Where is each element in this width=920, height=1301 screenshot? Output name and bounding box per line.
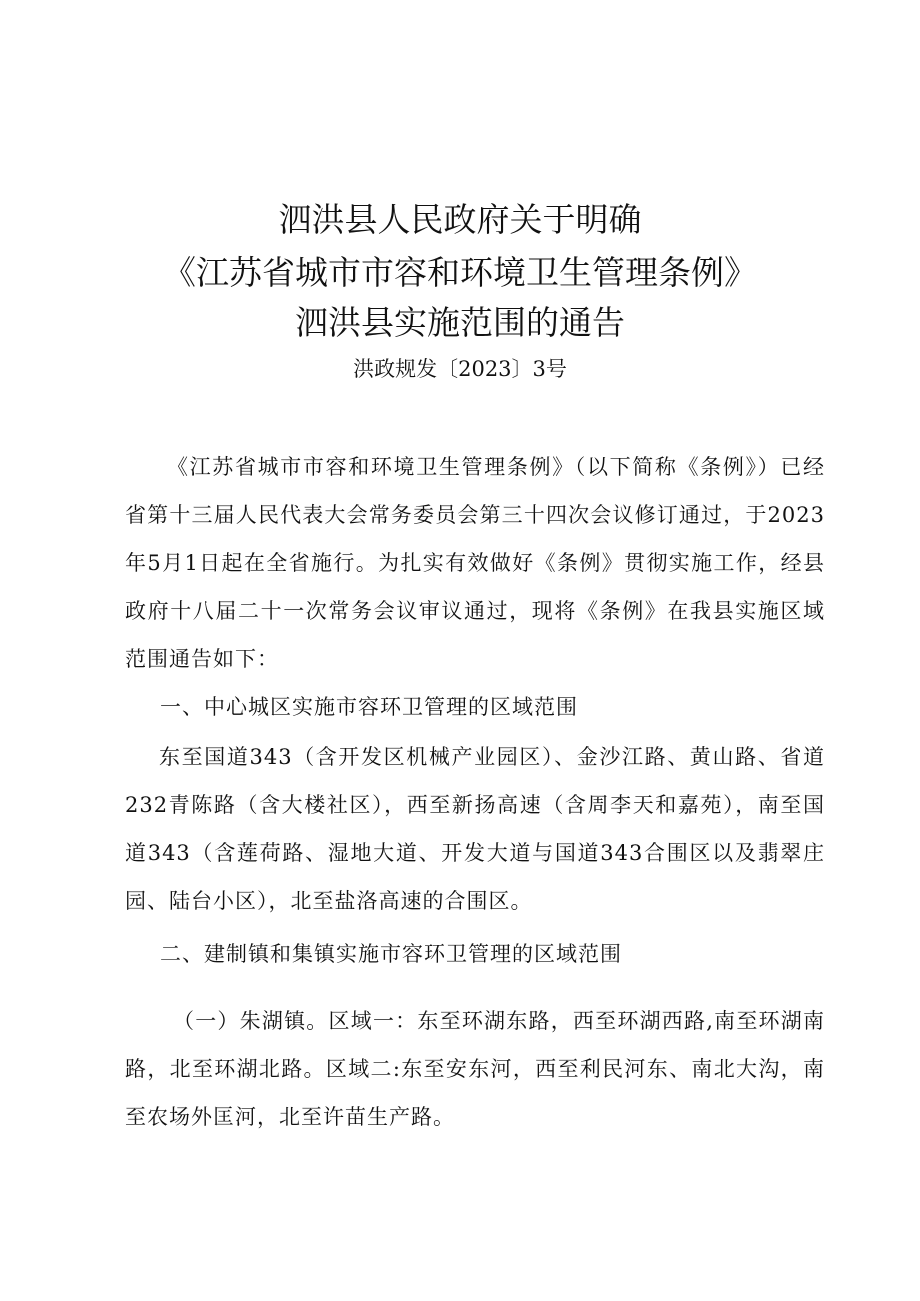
document-title-line-1: 泗洪县人民政府关于明确 (278, 200, 642, 239)
intro-paragraph: 《江苏省城市市容和环境卫生管理条例》（以下简称《条例》）已经省第十三届人民代表大会常务委员会第三十四次会议修订通过，于2023年5月1日起在全省施行。为扎实有效做好《条例》贯彻实施工作，经县政府十八届二十一次常务会议审议通过，现将《条例》在我县实施区域范围通告如下： (125, 455, 825, 671)
document-title-line-3: 泗洪县实施范围的通告 (295, 303, 625, 342)
section-2-item-1: （一）朱湖镇。区域一：东至环湖东路，西至环湖西路,南至环湖南路，北至环湖北路。区域二:东至安东河，西至利民河东、南北大沟，南至农场外匡河，北至许苗生产路。 (125, 1009, 825, 1129)
document-title-line-2: 《江苏省城市市容和环境卫生管理条例》 (163, 253, 757, 292)
document-number: 洪政规发〔2023〕3号 (353, 357, 567, 381)
section-2-heading: 二、建制镇和集镇实施市容环卫管理的区域范围 (160, 942, 622, 966)
section-1-heading: 一、中心城区实施市容环卫管理的区域范围 (160, 695, 578, 719)
section-1-body: 东至国道343（含开发区机械产业园区）、金沙江路、黄山路、省道232青陈路（含大楼社区），西至新扬高速（含周李天和嘉苑），南至国道343（含莲荷路、湿地大道、开发大道与国道343合围区以及翡翠庄园、陆台小区），北至盐洛高速的合围区。 (125, 745, 825, 913)
